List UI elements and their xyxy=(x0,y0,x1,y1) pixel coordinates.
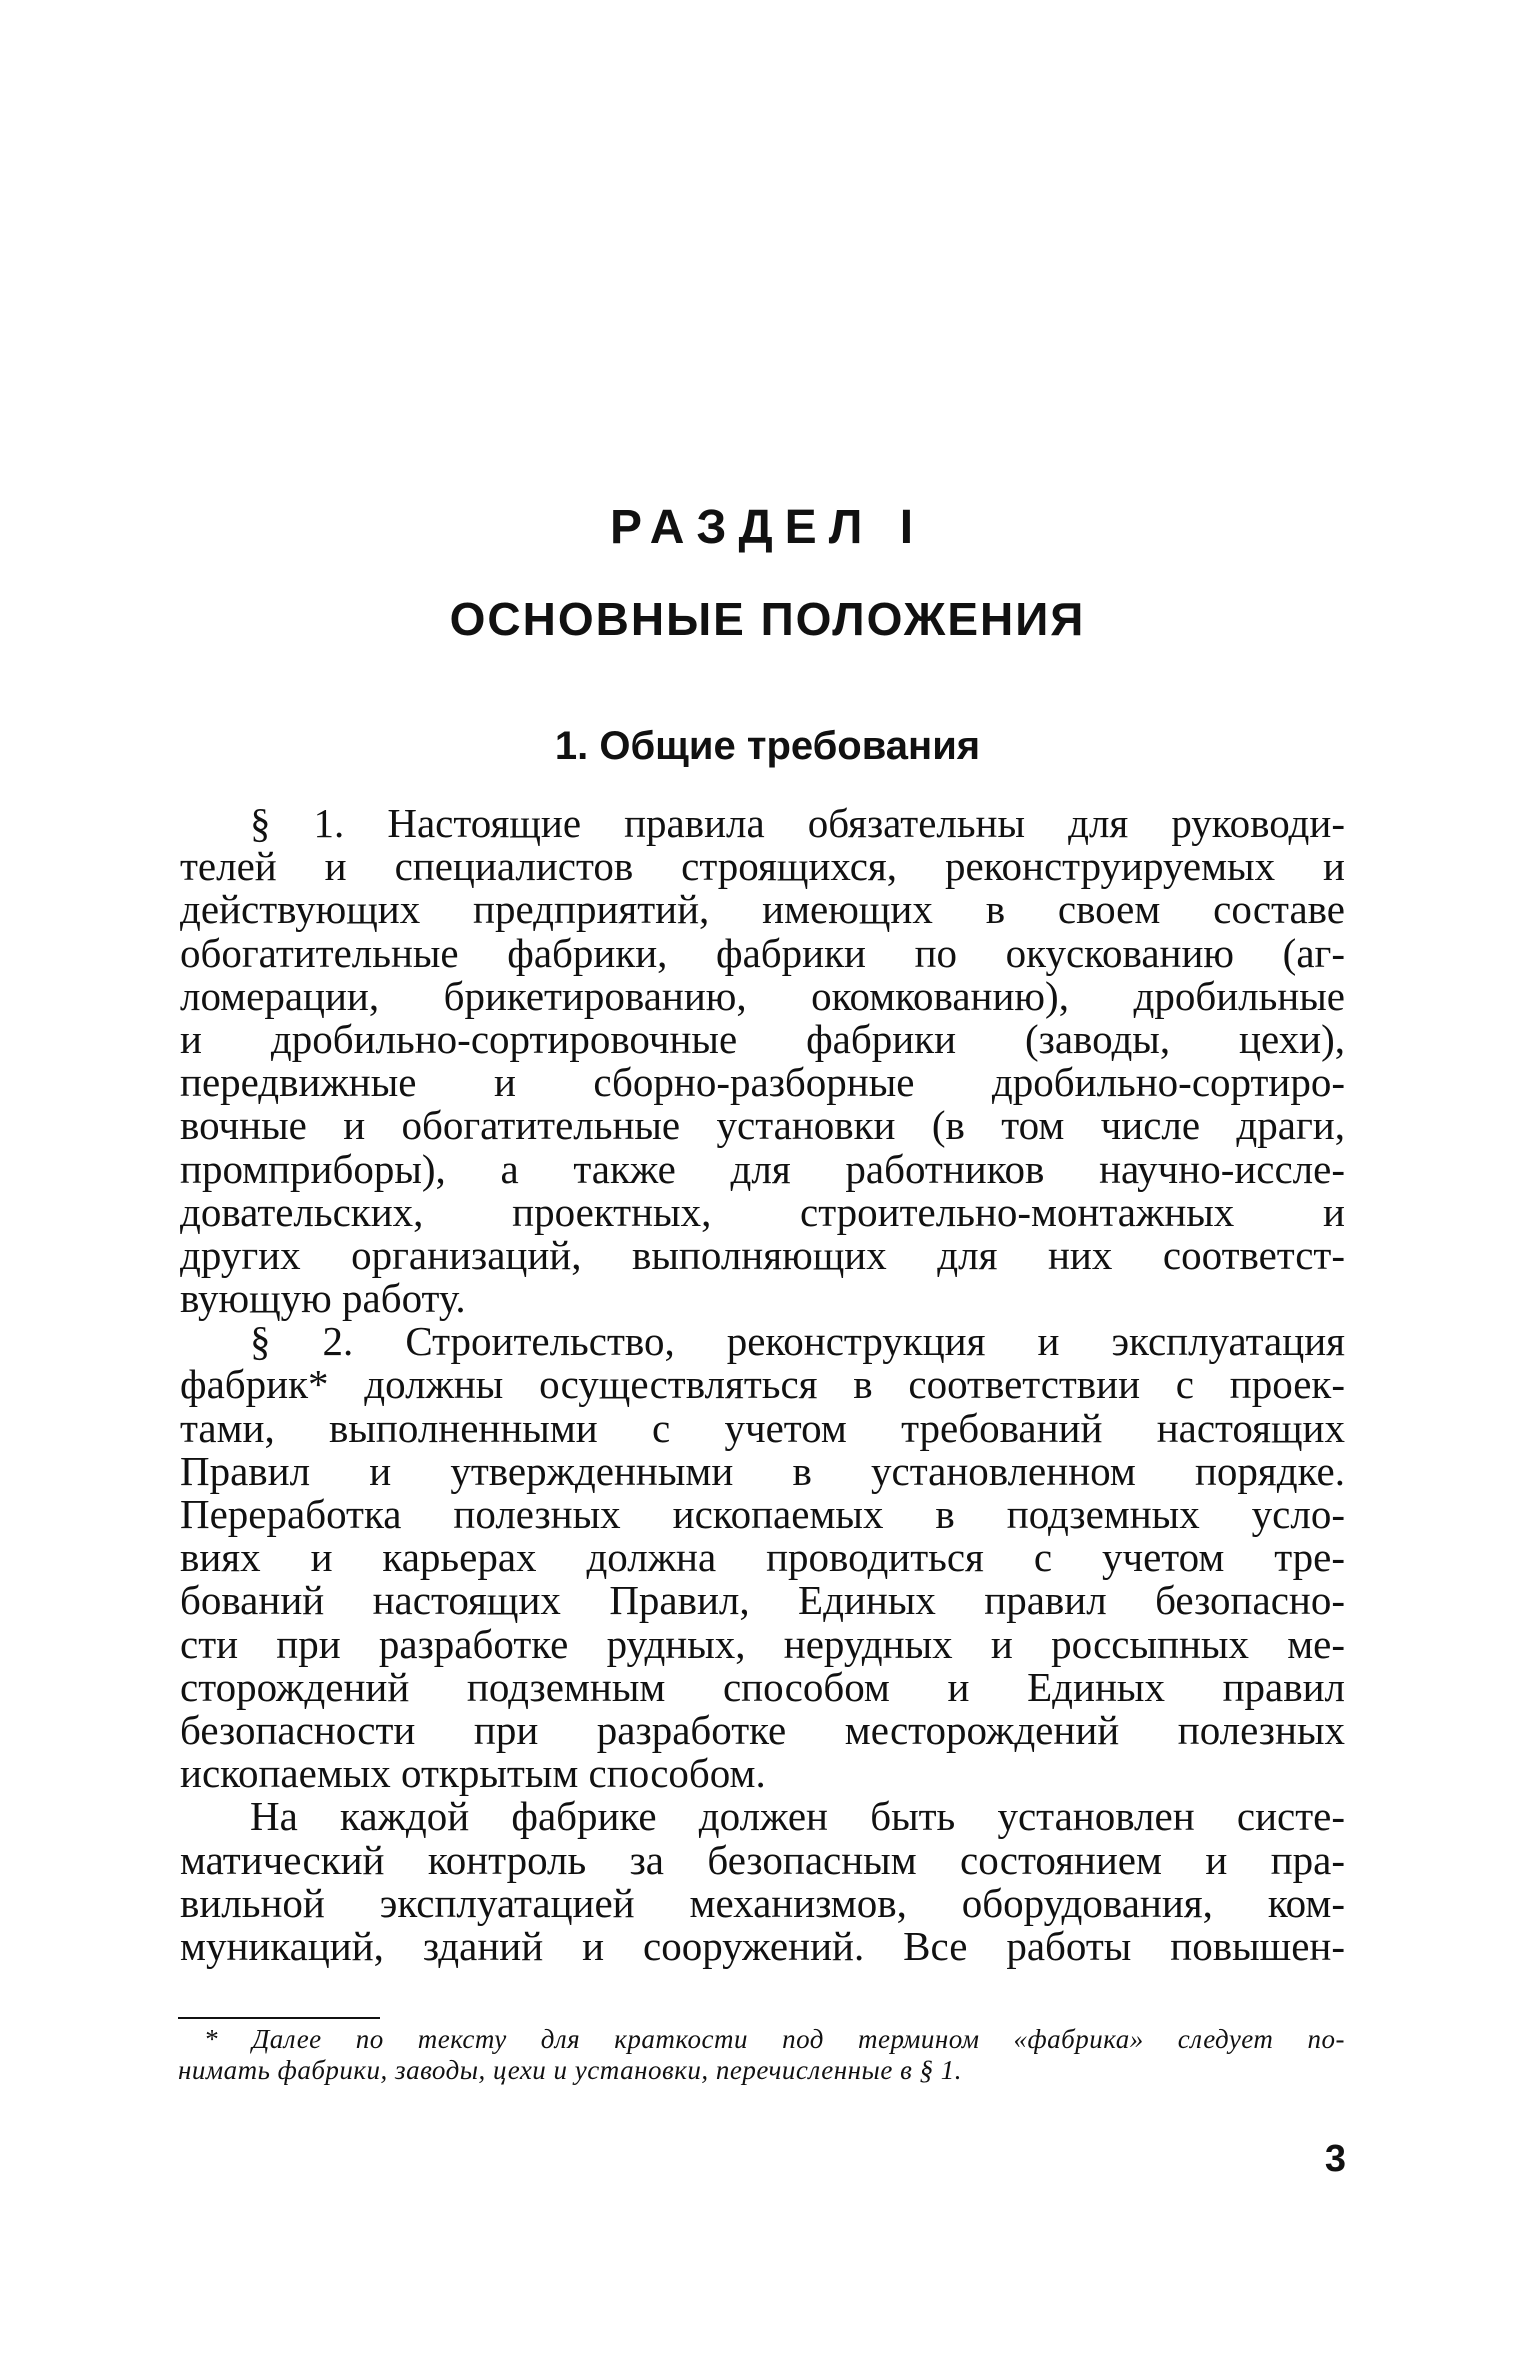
paragraph-2-line: виях и карьерах должна проводиться с учетом тре- xyxy=(180,1534,1345,1581)
paragraph-1-line: вующую работу. xyxy=(180,1275,466,1322)
footnote-divider xyxy=(178,2017,380,2019)
paragraph-2-line: § 2. Строительство, реконструкция и эксплуатация xyxy=(250,1318,1345,1365)
paragraph-2-line: фабрик* должны осуществляться в соответствии с проек- xyxy=(180,1361,1345,1408)
paragraph-1-line: телей и специалистов строящихся, реконструируемых и xyxy=(180,843,1345,890)
paragraph-2-line: сти при разработке рудных, нерудных и россыпных ме- xyxy=(180,1620,1345,1667)
paragraph-3-line: вильной эксплуатацией механизмов, оборудования, ком- xyxy=(180,1879,1345,1926)
footnote xyxy=(178,2024,1345,2086)
paragraph-1-line: действующих предприятий, имеющих в своем составе xyxy=(180,886,1345,933)
paragraph-1-line: довательских, проектных, строительно-монтажных и xyxy=(180,1188,1345,1235)
paragraph-1-line: ломерации, брикетированию, окомкованию), дробильные xyxy=(180,972,1345,1019)
body-text xyxy=(180,802,1345,1968)
footnote-line: нимать фабрики, заводы, цехи и установки, перечисленные в § 1. xyxy=(178,2055,963,2085)
footnote-line: * Далее по тексту для краткости под термином «фабрика» следует по- xyxy=(204,2024,1345,2054)
paragraph-2-line: Переработка полезных ископаемых в подземных усло- xyxy=(180,1491,1345,1537)
paragraph-2-line: безопасности при разработке месторождений полезных xyxy=(180,1706,1345,1753)
paragraph-1-line: промприборы), а также для работников научно-иссле- xyxy=(180,1145,1345,1192)
section-title: ОСНОВНЫЕ ПОЛОЖЕНИЯ xyxy=(449,593,1086,645)
paragraph-2-line: тами, выполненными с учетом требований настоящих xyxy=(180,1404,1345,1451)
paragraph-1-line: передвижные и сборно-разборные дробильно-сортиро- xyxy=(180,1059,1345,1106)
paragraph-1-line: других организаций, выполняющих для них соответст- xyxy=(180,1231,1345,1278)
section-label: РАЗДЕЛ I xyxy=(609,501,926,554)
paragraph-1-line: § 1. Настоящие правила обязательны для руководи- xyxy=(250,800,1345,846)
paragraph-2-line: ископаемых открытым способом. xyxy=(180,1750,766,1797)
paragraph-3-line: матический контроль за безопасным состоянием и пра- xyxy=(180,1836,1345,1883)
page-number: 3 xyxy=(1324,2138,1346,2180)
paragraph-2-line: Правил и утвержденными в установленном порядке. xyxy=(180,1447,1345,1494)
paragraph-1-line: обогатительные фабрики, фабрики по окускованию (аг- xyxy=(180,929,1345,976)
subsection-title: 1. Общие требования xyxy=(554,724,981,768)
paragraph-2-line: сторождений подземным способом и Единых правил xyxy=(180,1663,1345,1710)
paragraph-1-line: и дробильно-сортировочные фабрики (заводы, цехи), xyxy=(180,1015,1345,1062)
paragraph-3-line: муникаций, зданий и сооружений. Все работы повышен- xyxy=(180,1922,1345,1969)
paragraph-1-line: вочные и обогатительные установки (в том числе драги, xyxy=(180,1102,1345,1149)
paragraph-2-line: бований настоящих Правил, Единых правил безопасно- xyxy=(180,1577,1345,1624)
paragraph-3-line: На каждой фабрике должен быть установлен систе- xyxy=(250,1793,1345,1840)
